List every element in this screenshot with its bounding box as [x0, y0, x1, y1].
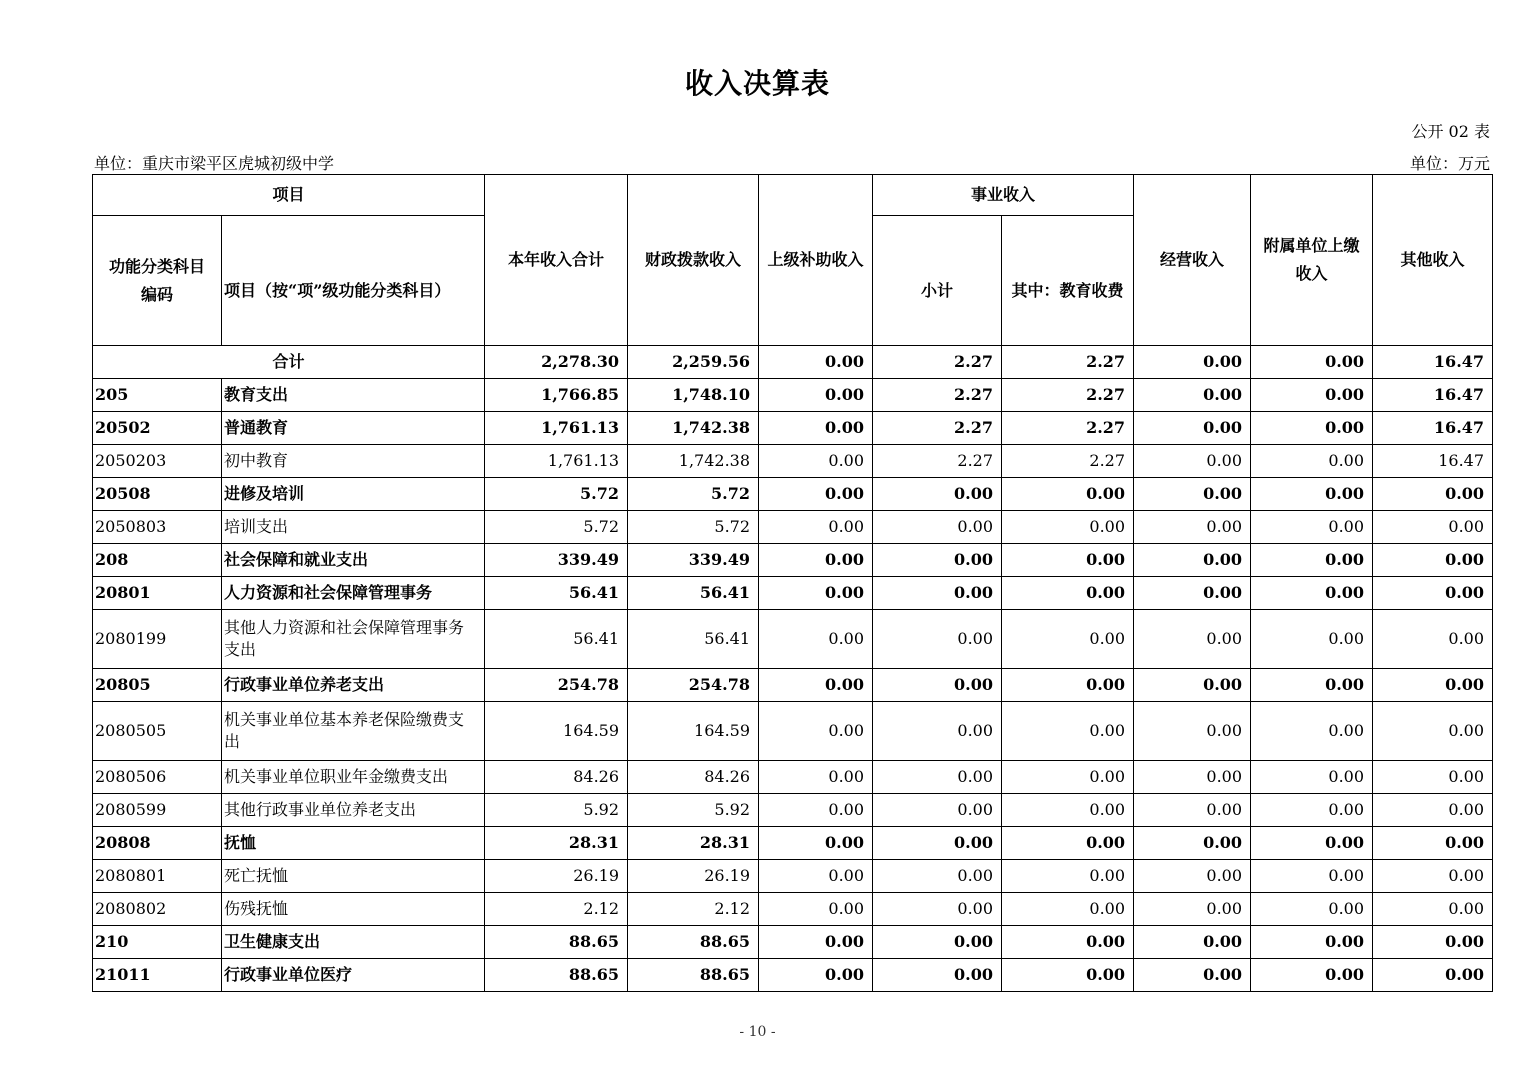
table-row — [93, 610, 1493, 669]
row-value: 2.12 — [485, 893, 628, 926]
table-row — [93, 544, 1493, 577]
row-value: 0.00 — [1251, 478, 1373, 511]
row-value: 0.00 — [759, 860, 873, 893]
row-name: 社会保障和就业支出 — [222, 544, 485, 577]
row-value: 0.00 — [1134, 827, 1251, 860]
row-value: 0.00 — [1373, 893, 1493, 926]
row-name: 培训支出 — [222, 511, 485, 544]
table-row — [93, 379, 1493, 412]
table-row — [93, 669, 1493, 702]
table-row — [93, 959, 1493, 992]
row-value: 0.00 — [873, 577, 1002, 610]
row-value: 0.00 — [1251, 544, 1373, 577]
row-value: 88.65 — [485, 959, 628, 992]
total-cell: 0.00 — [759, 346, 873, 379]
row-value: 0.00 — [873, 669, 1002, 702]
row-name: 人力资源和社会保障管理事务 — [222, 577, 485, 610]
row-value: 0.00 — [1373, 577, 1493, 610]
row-value: 0.00 — [1134, 893, 1251, 926]
row-value: 84.26 — [485, 761, 628, 794]
row-value: 0.00 — [1134, 669, 1251, 702]
row-value: 164.59 — [628, 702, 759, 761]
row-value: 0.00 — [873, 544, 1002, 577]
row-value: 56.41 — [628, 610, 759, 669]
row-value: 0.00 — [873, 761, 1002, 794]
row-value: 0.00 — [1251, 893, 1373, 926]
row-value: 0.00 — [873, 926, 1002, 959]
row-value: 0.00 — [759, 577, 873, 610]
row-value: 5.72 — [485, 511, 628, 544]
row-value: 0.00 — [1373, 669, 1493, 702]
row-value: 0.00 — [1134, 577, 1251, 610]
row-value: 0.00 — [759, 379, 873, 412]
total-cell: 2.27 — [873, 346, 1002, 379]
table-row — [93, 893, 1493, 926]
row-value: 0.00 — [1251, 412, 1373, 445]
row-value: 0.00 — [873, 702, 1002, 761]
row-value: 0.00 — [1251, 860, 1373, 893]
row-value: 0.00 — [1002, 511, 1134, 544]
row-value: 56.41 — [485, 577, 628, 610]
row-value: 0.00 — [1251, 610, 1373, 669]
row-value: 0.00 — [1002, 827, 1134, 860]
row-name: 抚恤 — [222, 827, 485, 860]
row-value: 339.49 — [628, 544, 759, 577]
row-value: 16.47 — [1373, 379, 1493, 412]
row-value: 0.00 — [1134, 412, 1251, 445]
row-value: 5.92 — [628, 794, 759, 827]
row-value: 0.00 — [1251, 379, 1373, 412]
row-code: 20502 — [93, 412, 222, 445]
header-name: 项目（按“项”级功能分类科目） — [222, 216, 485, 346]
row-value: 5.92 — [485, 794, 628, 827]
row-value: 1,748.10 — [628, 379, 759, 412]
row-value: 0.00 — [1134, 794, 1251, 827]
header-superior: 上级补助收入 — [759, 175, 873, 346]
row-value: 0.00 — [759, 827, 873, 860]
header-total: 本年收入合计 — [485, 175, 628, 346]
row-value: 0.00 — [1002, 544, 1134, 577]
row-code: 2080599 — [93, 794, 222, 827]
row-code: 20808 — [93, 827, 222, 860]
total-row — [93, 346, 1493, 379]
row-value: 0.00 — [1002, 702, 1134, 761]
total-cell: 0.00 — [1251, 346, 1373, 379]
row-name: 进修及培训 — [222, 478, 485, 511]
row-value: 5.72 — [628, 511, 759, 544]
table-row — [93, 577, 1493, 610]
row-value: 0.00 — [759, 445, 873, 478]
row-value: 1,742.38 — [628, 445, 759, 478]
row-value: 0.00 — [1002, 926, 1134, 959]
table-row — [93, 412, 1493, 445]
row-name: 行政事业单位养老支出 — [222, 669, 485, 702]
total-cell: 16.47 — [1373, 346, 1493, 379]
row-value: 0.00 — [759, 794, 873, 827]
row-name: 伤残抚恤 — [222, 893, 485, 926]
total-cell: 0.00 — [1134, 346, 1251, 379]
row-name: 机关事业单位职业年金缴费支出 — [222, 761, 485, 794]
row-value: 88.65 — [485, 926, 628, 959]
row-value: 28.31 — [485, 827, 628, 860]
row-value: 1,766.85 — [485, 379, 628, 412]
row-value: 0.00 — [873, 511, 1002, 544]
header-edu-fee: 其中：教育收费 — [1002, 216, 1134, 346]
row-value: 0.00 — [759, 761, 873, 794]
row-value: 2.27 — [1002, 445, 1134, 478]
row-value: 0.00 — [873, 959, 1002, 992]
row-name: 机关事业单位基本养老保险缴费支出 — [222, 702, 485, 761]
row-value: 0.00 — [1251, 827, 1373, 860]
row-name: 死亡抚恤 — [222, 860, 485, 893]
row-value: 0.00 — [1134, 702, 1251, 761]
row-value: 0.00 — [1002, 577, 1134, 610]
row-value: 0.00 — [1251, 794, 1373, 827]
row-value: 0.00 — [759, 610, 873, 669]
header-xiangmu: 项目 — [93, 175, 485, 216]
row-value: 0.00 — [873, 893, 1002, 926]
page-title: 收入决算表 — [684, 67, 830, 100]
row-value: 0.00 — [1251, 445, 1373, 478]
row-value: 0.00 — [1134, 511, 1251, 544]
row-name: 卫生健康支出 — [222, 926, 485, 959]
row-value: 0.00 — [1251, 511, 1373, 544]
row-value: 0.00 — [1002, 610, 1134, 669]
row-value: 2.27 — [873, 445, 1002, 478]
total-cell: 2.27 — [1002, 346, 1134, 379]
row-value: 0.00 — [1251, 669, 1373, 702]
header-affiliate: 附属单位上缴收入 — [1251, 175, 1373, 346]
row-code: 2080199 — [93, 610, 222, 669]
row-value: 0.00 — [1373, 959, 1493, 992]
row-value: 0.00 — [1373, 794, 1493, 827]
row-value: 0.00 — [1373, 860, 1493, 893]
row-value: 0.00 — [873, 860, 1002, 893]
row-value: 0.00 — [1251, 926, 1373, 959]
row-value: 2.27 — [873, 379, 1002, 412]
row-code: 210 — [93, 926, 222, 959]
row-value: 0.00 — [759, 478, 873, 511]
row-code: 21011 — [93, 959, 222, 992]
row-code: 205 — [93, 379, 222, 412]
row-value: 0.00 — [873, 478, 1002, 511]
row-value: 2.12 — [628, 893, 759, 926]
table-row — [93, 926, 1493, 959]
row-value: 1,742.38 — [628, 412, 759, 445]
row-value: 0.00 — [1002, 669, 1134, 702]
row-code: 20805 — [93, 669, 222, 702]
row-value: 0.00 — [1002, 860, 1134, 893]
row-value: 0.00 — [1251, 959, 1373, 992]
row-value: 254.78 — [628, 669, 759, 702]
income-table — [92, 174, 1493, 992]
header-other: 其他收入 — [1373, 175, 1493, 346]
row-code: 2080505 — [93, 702, 222, 761]
row-value: 254.78 — [485, 669, 628, 702]
row-value: 0.00 — [1251, 577, 1373, 610]
row-value: 0.00 — [1373, 926, 1493, 959]
row-value: 164.59 — [485, 702, 628, 761]
total-cell: 2,259.56 — [628, 346, 759, 379]
table-row — [93, 827, 1493, 860]
table-row — [93, 445, 1493, 478]
row-code: 20801 — [93, 577, 222, 610]
row-value: 0.00 — [1134, 478, 1251, 511]
table-row — [93, 702, 1493, 761]
row-value: 0.00 — [1373, 610, 1493, 669]
row-value: 0.00 — [873, 610, 1002, 669]
row-value: 0.00 — [759, 926, 873, 959]
table-row — [93, 860, 1493, 893]
row-value: 0.00 — [1373, 761, 1493, 794]
row-value: 5.72 — [628, 478, 759, 511]
row-value: 0.00 — [1134, 761, 1251, 794]
row-value: 28.31 — [628, 827, 759, 860]
row-value: 0.00 — [759, 511, 873, 544]
row-value: 0.00 — [1134, 379, 1251, 412]
table-body — [93, 346, 1493, 992]
row-name: 行政事业单位医疗 — [222, 959, 485, 992]
row-value: 0.00 — [1134, 544, 1251, 577]
row-value: 56.41 — [485, 610, 628, 669]
row-value: 0.00 — [1002, 794, 1134, 827]
header-operating: 经营收入 — [1134, 175, 1251, 346]
table-row — [93, 794, 1493, 827]
row-value: 0.00 — [759, 893, 873, 926]
row-name: 教育支出 — [222, 379, 485, 412]
row-value: 5.72 — [485, 478, 628, 511]
row-value: 339.49 — [485, 544, 628, 577]
row-value: 0.00 — [1134, 445, 1251, 478]
row-value: 0.00 — [1373, 478, 1493, 511]
row-value: 0.00 — [1373, 544, 1493, 577]
reporting-unit: 单位：重庆市梁平区虎城初级中学 — [94, 154, 335, 173]
header-subtotal: 小计 — [873, 216, 1002, 346]
row-code: 2080801 — [93, 860, 222, 893]
row-value: 0.00 — [1373, 827, 1493, 860]
row-name: 其他行政事业单位养老支出 — [222, 794, 485, 827]
table-row — [93, 761, 1493, 794]
row-value: 0.00 — [759, 959, 873, 992]
row-value: 16.47 — [1373, 445, 1493, 478]
row-value: 0.00 — [759, 544, 873, 577]
header-shiye: 事业收入 — [873, 175, 1134, 216]
row-value: 0.00 — [759, 702, 873, 761]
form-number: 公开 02 表 — [1411, 122, 1490, 141]
currency-unit: 单位：万元 — [1409, 154, 1490, 173]
row-code: 2050203 — [93, 445, 222, 478]
table-header — [93, 175, 1493, 346]
row-value: 2.27 — [1002, 412, 1134, 445]
row-value: 0.00 — [1134, 959, 1251, 992]
page-number: - 10 - — [739, 1024, 776, 1040]
row-value: 88.65 — [628, 959, 759, 992]
row-value: 2.27 — [1002, 379, 1134, 412]
row-code: 2050803 — [93, 511, 222, 544]
row-value: 0.00 — [1002, 478, 1134, 511]
row-value: 0.00 — [1002, 893, 1134, 926]
row-value: 0.00 — [1251, 702, 1373, 761]
header-code: 功能分类科目编码 — [93, 216, 222, 346]
row-value: 56.41 — [628, 577, 759, 610]
row-value: 0.00 — [1134, 926, 1251, 959]
row-name: 其他人力资源和社会保障管理事务支出 — [222, 610, 485, 669]
row-value: 84.26 — [628, 761, 759, 794]
row-value: 26.19 — [485, 860, 628, 893]
row-name: 初中教育 — [222, 445, 485, 478]
row-value: 0.00 — [1373, 511, 1493, 544]
row-code: 2080802 — [93, 893, 222, 926]
row-value: 1,761.13 — [485, 445, 628, 478]
row-value: 26.19 — [628, 860, 759, 893]
table-row — [93, 478, 1493, 511]
row-value: 16.47 — [1373, 412, 1493, 445]
row-value: 0.00 — [759, 412, 873, 445]
row-value: 0.00 — [1373, 702, 1493, 761]
total-cell: 2,278.30 — [485, 346, 628, 379]
row-value: 2.27 — [873, 412, 1002, 445]
row-value: 0.00 — [873, 794, 1002, 827]
row-value: 0.00 — [759, 669, 873, 702]
row-value: 0.00 — [873, 827, 1002, 860]
row-value: 0.00 — [1251, 761, 1373, 794]
total-label: 合计 — [93, 346, 485, 379]
row-code: 2080506 — [93, 761, 222, 794]
row-code: 208 — [93, 544, 222, 577]
row-value: 0.00 — [1134, 610, 1251, 669]
header-fiscal: 财政拨款收入 — [628, 175, 759, 346]
row-value: 0.00 — [1002, 959, 1134, 992]
table-row — [93, 511, 1493, 544]
row-code: 20508 — [93, 478, 222, 511]
row-value: 1,761.13 — [485, 412, 628, 445]
row-value: 0.00 — [1134, 860, 1251, 893]
row-name: 普通教育 — [222, 412, 485, 445]
row-value: 0.00 — [1002, 761, 1134, 794]
row-value: 88.65 — [628, 926, 759, 959]
